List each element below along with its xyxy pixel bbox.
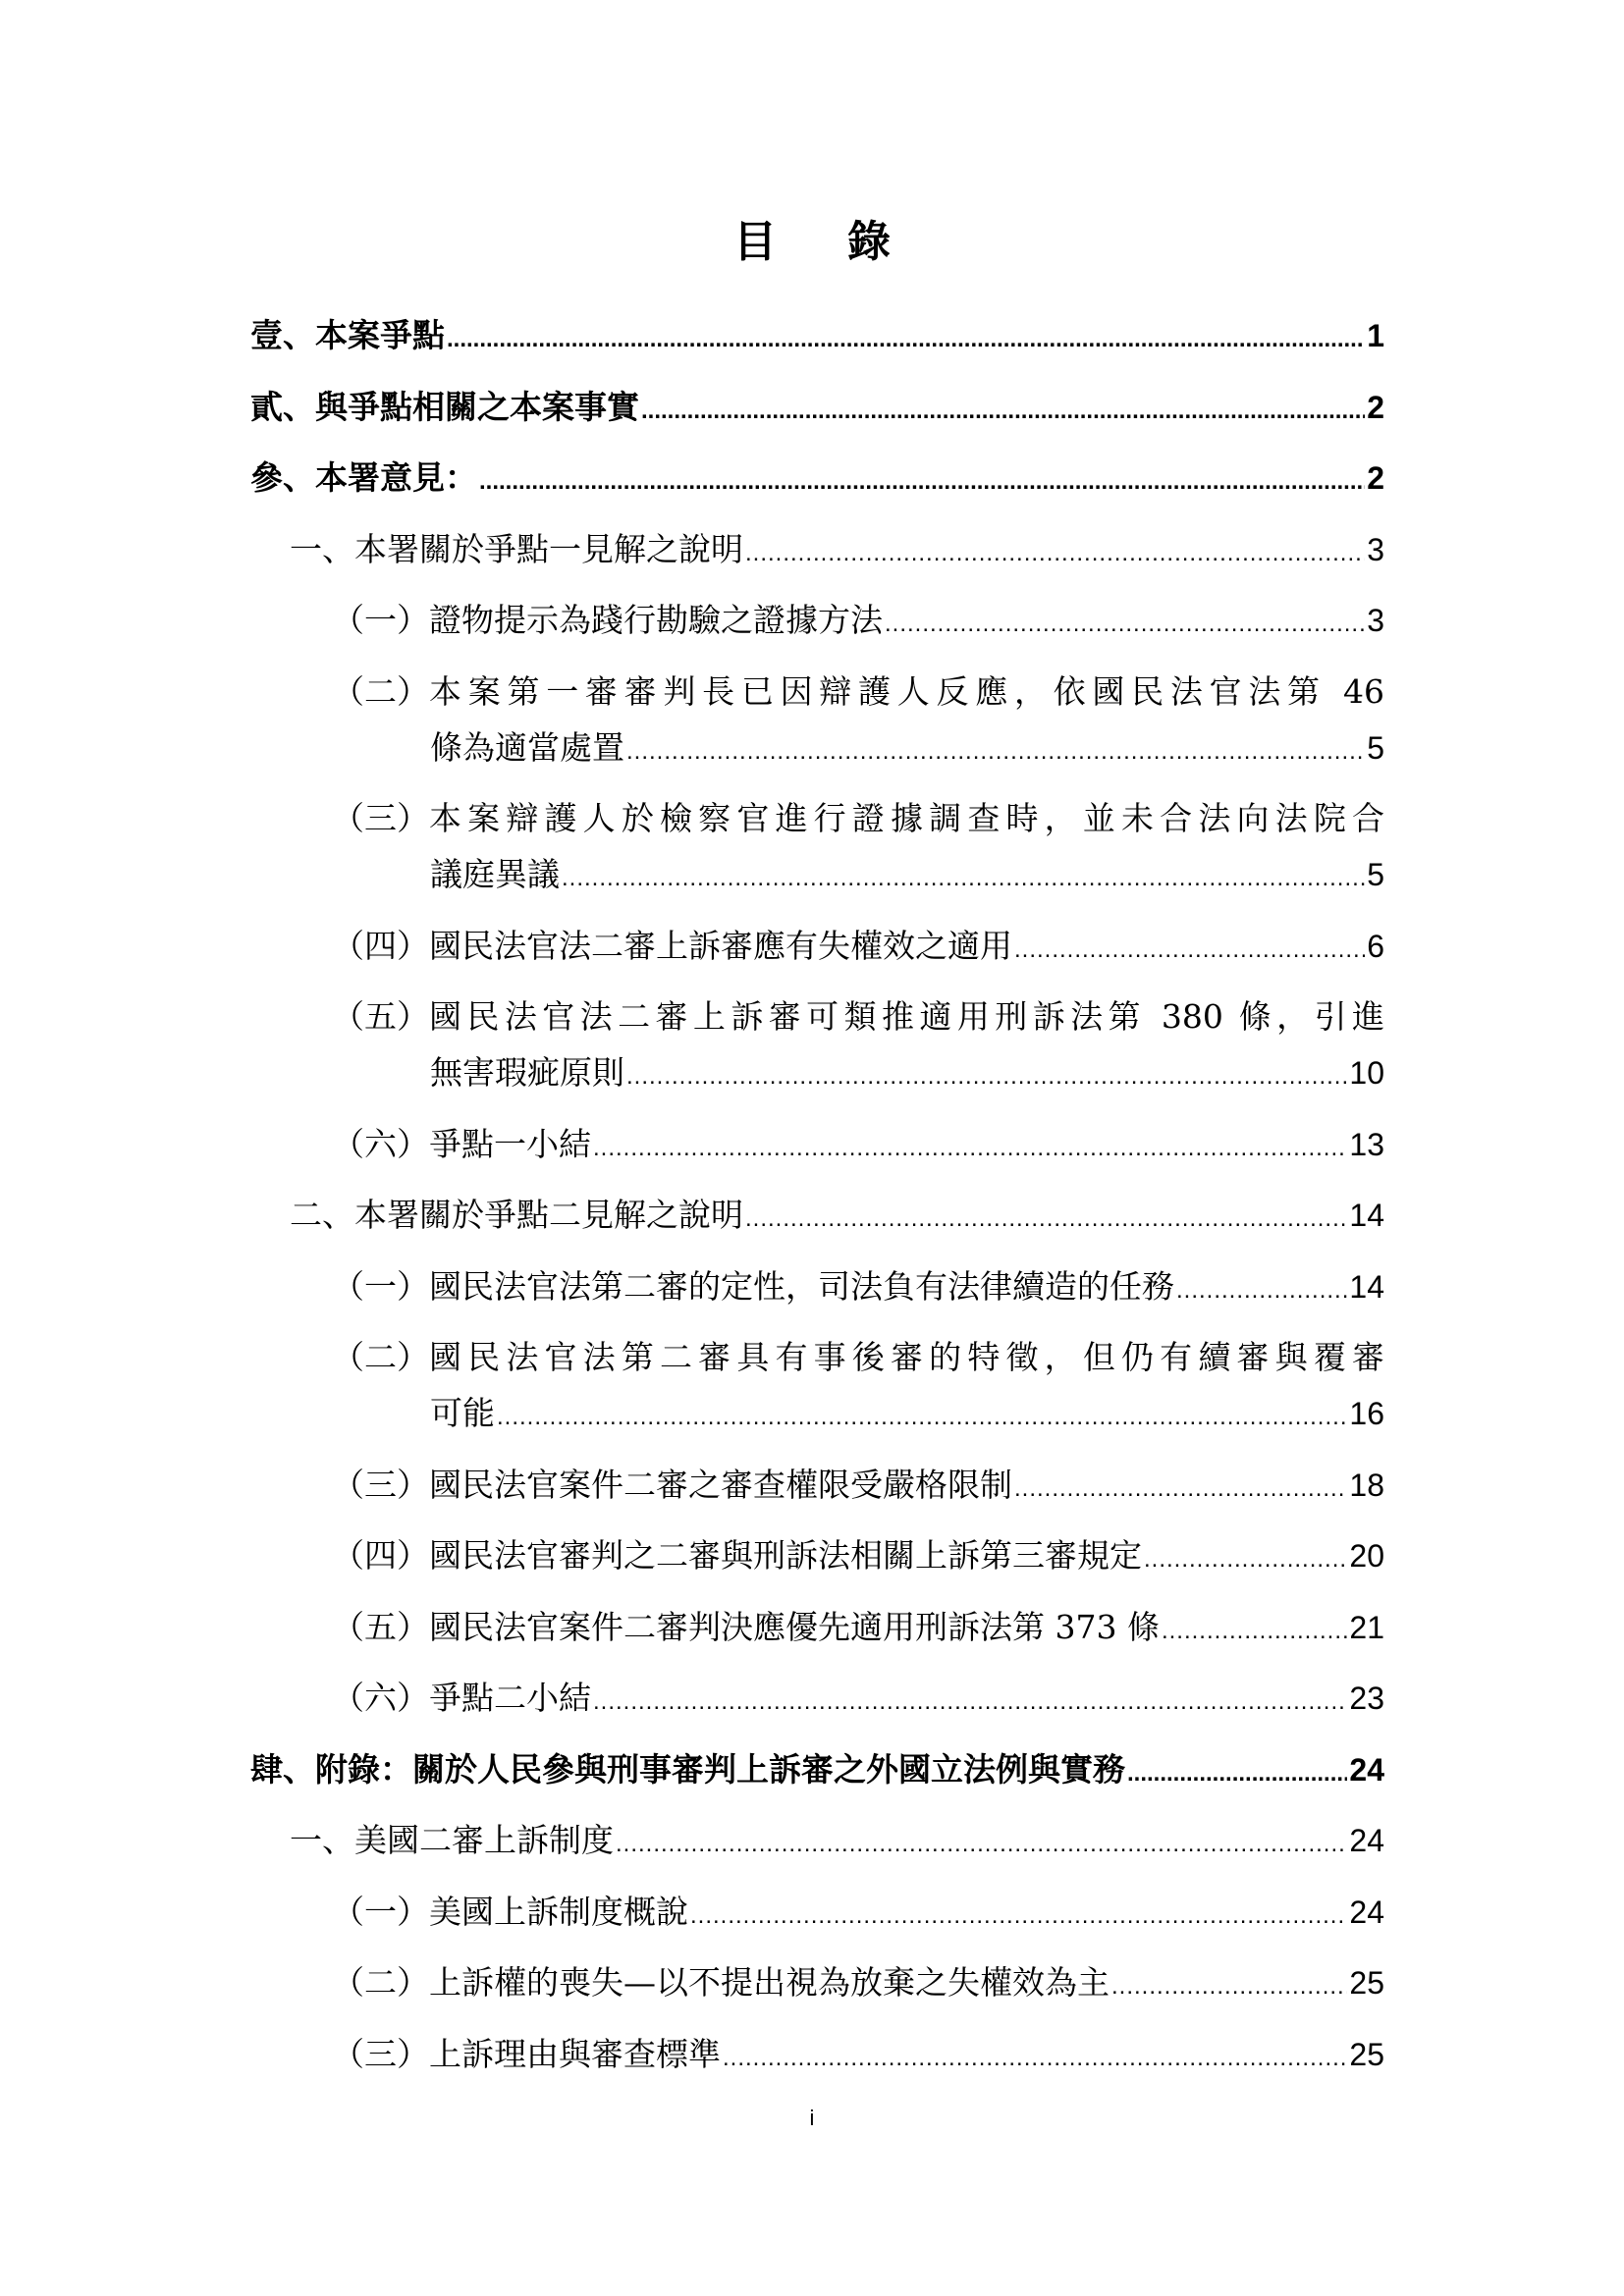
- page-ref[interactable]: 2: [1367, 460, 1384, 496]
- entry-title: 國民法官案件二審之審查權限受嚴格限制: [429, 1465, 1012, 1504]
- page-ref[interactable]: 24: [1349, 1894, 1384, 1930]
- toc-entry[interactable]: [250, 2026, 1384, 2082]
- toc-title: [0, 206, 1624, 269]
- entry-title-continued: 無害瑕疵原則: [430, 1053, 624, 1092]
- dot-leader: [1144, 1531, 1347, 1587]
- toc-line: [250, 1812, 1384, 1868]
- entry-number: （六）: [332, 1679, 429, 1717]
- toc-line: [250, 1670, 1384, 1726]
- entry-title: 上訴理由與審查標準: [429, 2034, 721, 2073]
- toc-entry[interactable]: [250, 1258, 1384, 1314]
- page-ref[interactable]: 25: [1349, 1965, 1384, 2001]
- toc-entry[interactable]: [250, 1670, 1384, 1726]
- dot-leader: [1127, 1745, 1347, 1801]
- dot-leader: [745, 1191, 1347, 1247]
- toc-entry[interactable]: [250, 379, 1384, 435]
- toc-line: [250, 450, 1384, 506]
- dot-leader: [1014, 1461, 1347, 1517]
- page-ref[interactable]: 10: [1349, 1055, 1384, 1091]
- toc-entry[interactable]: [250, 450, 1384, 506]
- toc-line: [250, 592, 1384, 648]
- dot-leader: [1111, 1958, 1347, 2014]
- toc-line: [250, 720, 1384, 775]
- entry-number: （三）: [332, 2034, 429, 2073]
- toc-entry[interactable]: [250, 1329, 1384, 1441]
- dot-leader: [626, 1048, 1347, 1104]
- page-ref[interactable]: 5: [1367, 857, 1384, 892]
- dot-leader: [626, 723, 1365, 779]
- entry-number: （一）: [332, 1892, 429, 1931]
- page-ref[interactable]: 5: [1367, 729, 1384, 766]
- dot-leader: [1014, 922, 1365, 978]
- entry-title: 一、本署關於爭點一見解之說明: [290, 529, 743, 568]
- page-ref[interactable]: 6: [1367, 928, 1384, 964]
- entry-title: 肆、附錄：關於人民參與刑事審判上訴審之外國立法例與實務: [250, 1749, 1125, 1789]
- toc-line: [250, 1258, 1384, 1314]
- toc-entry[interactable]: [250, 307, 1384, 363]
- page-number: i: [809, 2106, 815, 2130]
- toc-entry[interactable]: [250, 521, 1384, 577]
- toc-entry[interactable]: [250, 664, 1384, 775]
- dot-leader: [690, 1888, 1347, 1944]
- page-ref[interactable]: 25: [1349, 2036, 1384, 2072]
- toc-line: [250, 664, 1384, 720]
- entry-number: （五）: [332, 997, 429, 1036]
- entry-title-continued: 條為適當處置: [430, 727, 624, 767]
- title-char: 目: [733, 217, 777, 267]
- entry-title: 國民法官法第二審具有事後審的特徵，但仍有續審與覆審: [429, 1338, 1384, 1376]
- page-ref[interactable]: 18: [1349, 1467, 1384, 1503]
- toc-entry[interactable]: [250, 1527, 1384, 1583]
- dot-leader: [1176, 1262, 1347, 1318]
- entry-number: （六）: [332, 1124, 429, 1163]
- dot-leader: [479, 454, 1365, 509]
- toc-line: [250, 2026, 1384, 2082]
- entry-number: （一）: [332, 1266, 429, 1306]
- entry-title: 國民法官法二審上訴審應有失權效之適用: [429, 926, 1012, 965]
- entry-number: （四）: [332, 926, 429, 965]
- page-ref[interactable]: 13: [1349, 1126, 1384, 1162]
- toc-line: [250, 1884, 1384, 1940]
- entry-title: 美國上訴制度概說: [429, 1892, 688, 1931]
- toc-entry[interactable]: [250, 790, 1384, 902]
- toc-line: [250, 988, 1384, 1044]
- toc-line: [250, 521, 1384, 577]
- dot-leader: [497, 1389, 1347, 1445]
- toc-line: [250, 790, 1384, 846]
- page-ref[interactable]: 20: [1349, 1538, 1384, 1574]
- dot-leader: [745, 525, 1365, 581]
- entry-title: 證物提示為踐行勘驗之證據方法: [429, 601, 883, 639]
- toc-line: [250, 918, 1384, 974]
- entry-title: 貳、與爭點相關之本案事實: [250, 387, 639, 426]
- toc-line: [250, 1329, 1384, 1385]
- toc-entry[interactable]: [250, 592, 1384, 648]
- toc-entry[interactable]: [250, 1599, 1384, 1655]
- entry-title: 國民法官法二審上訴審可類推適用刑訴法第 380 條，引進: [429, 997, 1384, 1036]
- dot-leader: [885, 596, 1365, 652]
- toc-line: [250, 1527, 1384, 1583]
- page-ref[interactable]: 3: [1367, 603, 1384, 638]
- dot-leader: [1162, 1603, 1347, 1659]
- dot-leader: [641, 383, 1365, 439]
- entry-title: 一、美國二審上訴制度: [290, 1821, 614, 1859]
- page-ref[interactable]: 2: [1367, 389, 1384, 425]
- entry-title: 國民法官審判之二審與刑訴法相關上訴第三審規定: [429, 1536, 1142, 1575]
- page-ref[interactable]: 14: [1349, 1268, 1384, 1305]
- toc-line: [250, 1599, 1384, 1655]
- table-of-contents: [250, 307, 1384, 2097]
- page-ref[interactable]: 3: [1367, 531, 1384, 567]
- toc-entry[interactable]: [250, 1116, 1384, 1172]
- toc-line: [250, 1385, 1384, 1441]
- dot-leader: [593, 1120, 1347, 1176]
- page-ref[interactable]: 16: [1349, 1396, 1384, 1431]
- page-ref[interactable]: 1: [1367, 318, 1384, 353]
- entry-title: 上訴權的喪失—以不提出視為放棄之失權效為主: [429, 1963, 1110, 2002]
- page-ref[interactable]: 14: [1349, 1198, 1384, 1233]
- entry-number: （二）: [332, 1963, 429, 2002]
- toc-line: [250, 307, 1384, 363]
- title-char: 錄: [847, 217, 891, 267]
- entry-number: （三）: [332, 1465, 429, 1504]
- toc-line: [250, 846, 1384, 902]
- toc-entry[interactable]: [250, 918, 1384, 974]
- entry-title: 國民法官案件二審判決應優先適用刑訴法第 373 條: [429, 1607, 1160, 1646]
- toc-line: [250, 1116, 1384, 1172]
- toc-line: [250, 379, 1384, 435]
- toc-entry[interactable]: [250, 1884, 1384, 1940]
- entry-title: 爭點一小結: [429, 1124, 591, 1163]
- entry-number: （三）: [332, 799, 429, 837]
- toc-entry[interactable]: [250, 1954, 1384, 2010]
- entry-title: 本案第一審審判長已因辯護人反應，依國民法官法第 46: [429, 671, 1384, 711]
- page-ref[interactable]: 21: [1349, 1609, 1384, 1645]
- entry-title-continued: 議庭異議: [430, 855, 560, 893]
- entry-title: 參、本署意見：: [250, 458, 477, 497]
- dot-leader: [593, 1674, 1347, 1730]
- entry-title: 二、本署關於爭點二見解之說明: [290, 1196, 743, 1234]
- toc-line: [250, 1457, 1384, 1513]
- toc-entry[interactable]: [250, 1812, 1384, 1868]
- toc-line: [250, 1954, 1384, 2010]
- entry-number: （二）: [332, 671, 429, 711]
- page-ref[interactable]: 24: [1349, 1751, 1384, 1788]
- page-ref[interactable]: 24: [1349, 1823, 1384, 1858]
- dot-leader: [562, 850, 1365, 906]
- entry-title: 國民法官法第二審的定性，司法負有法律續造的任務: [429, 1266, 1174, 1306]
- toc-entry[interactable]: [250, 1457, 1384, 1513]
- toc-entry[interactable]: [250, 1741, 1384, 1797]
- entry-title: 爭點二小結: [429, 1679, 591, 1717]
- entry-number: （四）: [332, 1536, 429, 1575]
- entry-title: 壹、本案爭點: [250, 316, 445, 354]
- toc-line: [250, 1741, 1384, 1797]
- toc-entry[interactable]: [250, 1187, 1384, 1243]
- dot-leader: [723, 2030, 1347, 2086]
- dot-leader: [447, 311, 1365, 367]
- toc-entry[interactable]: [250, 988, 1384, 1100]
- entry-title-continued: 可能: [430, 1394, 495, 1432]
- entry-number: （二）: [332, 1338, 429, 1376]
- toc-line: [250, 1044, 1384, 1100]
- entry-number: （一）: [332, 601, 429, 639]
- entry-number: （五）: [332, 1607, 429, 1646]
- entry-title: 本案辯護人於檢察官進行證據調查時，並未合法向法院合: [429, 799, 1384, 837]
- dot-leader: [616, 1816, 1347, 1872]
- page-ref[interactable]: 23: [1349, 1681, 1384, 1716]
- toc-line: [250, 1187, 1384, 1243]
